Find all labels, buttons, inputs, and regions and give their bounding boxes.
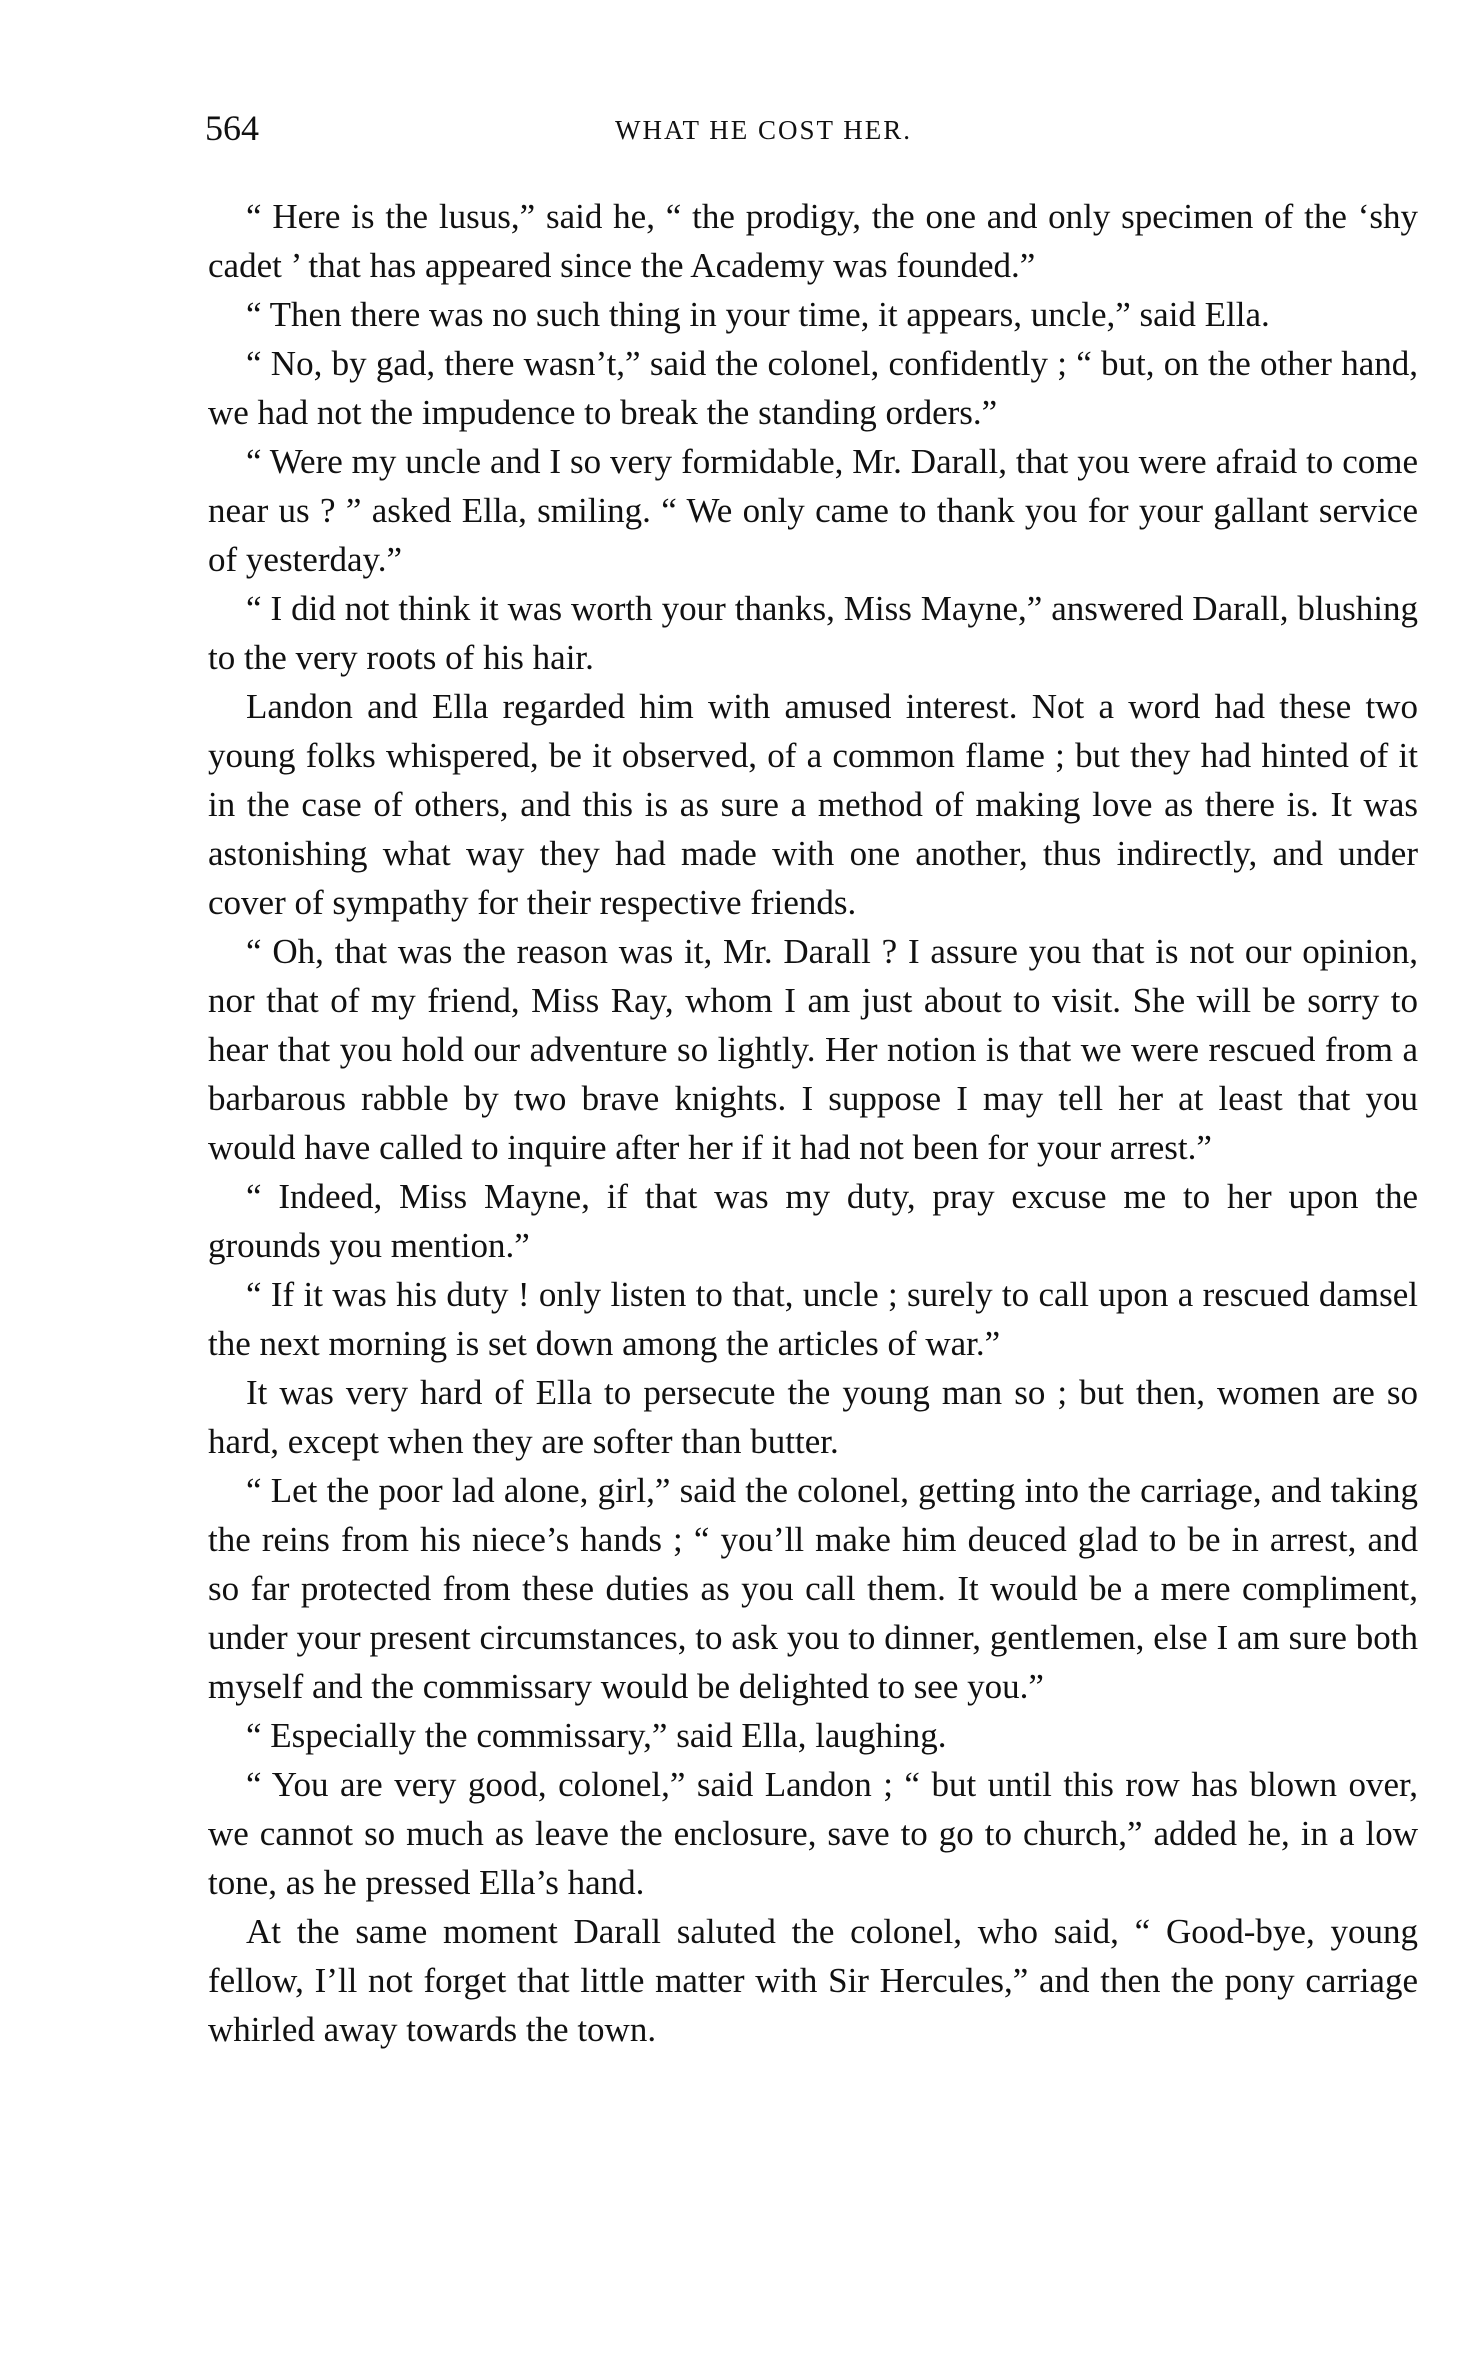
paragraph: “ Were my uncle and I so very formidable, Mr. Darall, that you were afraid to come near us ? ” asked Ella, smiling. “ We only came to thank you for your gallant service of yesterday.” (208, 442, 1418, 579)
paragraph: At the same moment Darall saluted the colonel, who said, “ Good-bye, young fellow, I’ll not forget that little matter with Sir Hercules,” and then the pony carriage whirled away towards the town. (208, 1912, 1418, 2049)
paragraph: “ You are very good, colonel,” said Landon ; “ but until this row has blown over, we cannot so much as leave the enclosure, save to go to church,” added he, in a low tone, as he pressed Ella’s hand. (208, 1765, 1418, 1902)
paragraph: “ Indeed, Miss Mayne, if that was my duty, pray excuse me to her upon the grounds you mention.” (208, 1177, 1418, 1265)
paragraph: “ If it was his duty ! only listen to that, uncle ; surely to call upon a rescued damsel the next morning is set down among the articles of war.” (208, 1275, 1418, 1363)
paragraph: “ Then there was no such thing in your time, it appears, uncle,” said Ella. (246, 295, 1270, 334)
running-title: WHAT HE COST HER. (615, 115, 913, 145)
body-text (208, 192, 1418, 2054)
page-header (205, 108, 1415, 148)
paragraph: “ Oh, that was the reason was it, Mr. Darall ? I assure you that is not our opinion, nor that of my friend, Miss Ray, whom I am just about to visit. She will be sorry to hear that you hold our adventure so lightly. Her notion is that we were rescued from a barbarous rabble by two brave knights. I suppose I may tell her at least that you would have called to inquire after her if it had not been for your arrest.” (208, 932, 1418, 1167)
paragraph: It was very hard of Ella to persecute the young man so ; but then, women are so hard, except when they are softer than butter. (208, 1373, 1418, 1461)
page-number: 564 (205, 108, 259, 148)
paragraph: “ Let the poor lad alone, girl,” said the colonel, getting into the carriage, and taking the reins from his niece’s hands ; “ you’ll make him deuced glad to be in arrest, and so far protected from these duties as you call them. It would be a mere compliment, under your present circumstances, to ask you to dinner, gentlemen, else I am sure both myself and the commissary would be delighted to see you.” (208, 1471, 1418, 1706)
paragraph: “ Especially the commissary,” said Ella, laughing. (246, 1716, 947, 1755)
paragraph: “ I did not think it was worth your thanks, Miss Mayne,” answered Darall, blushing to the very roots of his hair. (208, 589, 1418, 677)
paragraph: “ No, by gad, there wasn’t,” said the colonel, confidently ; “ but, on the other hand, we had not the impudence to break the standing orders.” (208, 344, 1418, 432)
paragraph: Landon and Ella regarded him with amused interest. Not a word had these two young folks whispered, be it observed, of a common flame ; but they had hinted of it in the case of others, and this is as sure a method of making love as there is. It was astonishing what way they had made with one another, thus indirectly, and under cover of sympathy for their respective friends. (208, 687, 1418, 922)
paragraph: “ Here is the lusus,” said he, “ the prodigy, the one and only specimen of the ‘shy cadet ’ that has appeared since the Academy was founded.” (208, 197, 1418, 285)
